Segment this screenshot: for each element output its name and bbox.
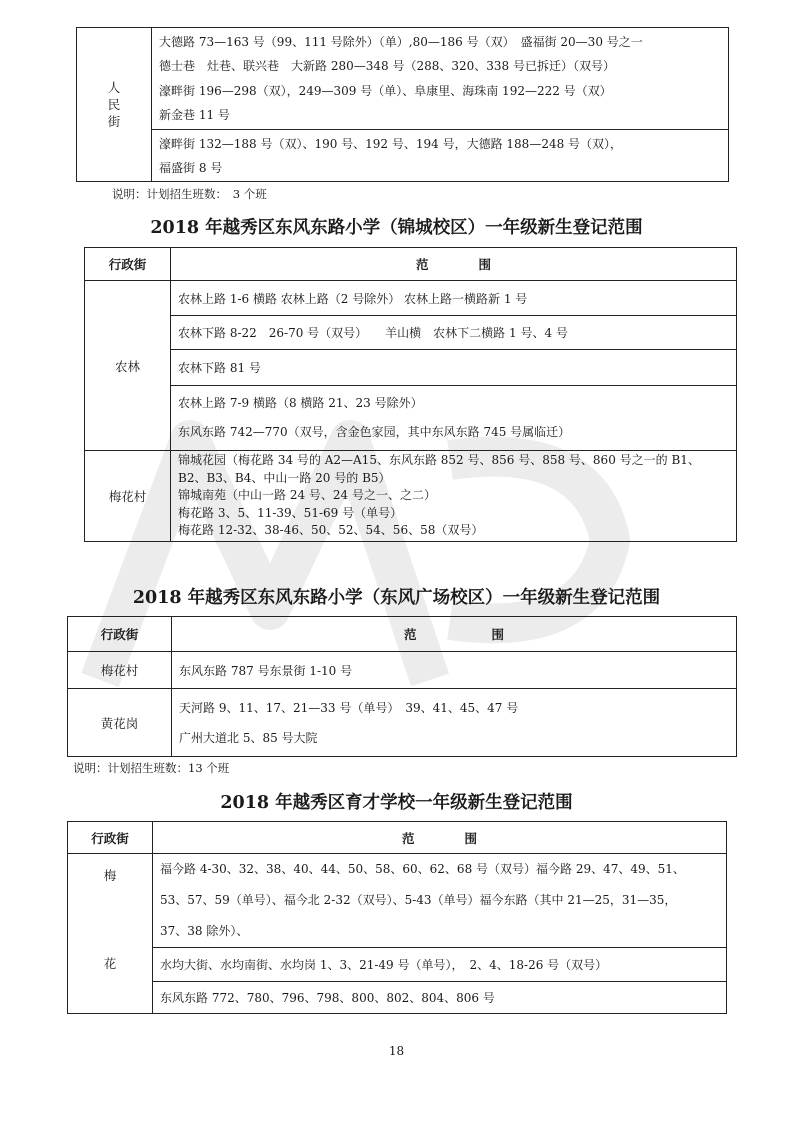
range-cell: 农林下路 81 号 xyxy=(171,350,737,386)
header-range: 范 围 xyxy=(153,822,727,854)
district-cell-huanghuagang: 黄花岗 xyxy=(68,689,172,757)
range-cell: 大德路 73—163 号（99、111 号除外）（单）,80—186 号（双） 盛福街 20—30 号之一 德士巷 灶巷、联兴巷 大新路 280—348 号（288、320、338 号已拆迁）（双号） 濠畔街 196—298（双），249—309 号（单）、阜康里、海珠南 192—222 号（双） 新金巷 11 号 xyxy=(152,28,729,130)
note-class-count: 说明：计划招生班数： 3 个班 xyxy=(112,187,267,201)
section-title-yucai: 2018 年越秀区育才学校一年级新生登记范围 xyxy=(220,793,573,813)
district-cell-nonglin: 农林 xyxy=(85,281,171,451)
range-cell: 农林上路 1-6 横路 农林上路（2 号除外） 农林上路一横路新 1 号 xyxy=(171,281,737,316)
header-range: 范 围 xyxy=(171,248,737,281)
page-number: 18 xyxy=(388,1044,405,1058)
range-cell: 濠畔街 132—188 号（双）、190 号、192 号、194 号，大德路 188—248 号（双）， 福盛街 8 号 xyxy=(152,130,729,182)
range-cell: 东风东路 787 号东景街 1-10 号 xyxy=(172,652,737,689)
header-district: 行政街 xyxy=(85,248,171,281)
dongfeng-range-table xyxy=(67,616,737,757)
section-title-dongfeng: 2018 年越秀区东风东路小学（东风广场校区）一年级新生登记范围 xyxy=(132,588,661,608)
header-range: 范 围 xyxy=(172,617,737,652)
range-cell: 锦城花园（梅花路 34 号的 A2—A15、东风东路 852 号、856 号、858 号、860 号之一的 B1、 B2、B3、B4、中山一路 20 号的 B5） 锦城南苑（中山一路 24 号、24 号之一、之二） 梅花路 3、5、11-39、51-69 号（单号） 梅花路 12-32、38-46、50、52、54、56、58（双号） xyxy=(171,451,737,542)
range-cell: 天河路 9、11、17、21—33 号（单号） 39、41、45、47 号 广州大道北 5、85 号大院 xyxy=(172,689,737,757)
range-cell: 水均大街、水均南街、水均岗 1、3、21-49 号（单号）， 2、4、18-26 号（双号） xyxy=(153,948,727,982)
top-range-table xyxy=(76,27,729,182)
district-cell-renmin: 人 民 街 xyxy=(77,28,152,182)
yucai-range-table xyxy=(67,821,727,1014)
note-class-count: 说明：计划招生班数：13 个班 xyxy=(73,761,230,775)
header-district: 行政街 xyxy=(68,822,153,854)
district-cell-meihuacun: 梅花村 xyxy=(68,652,172,689)
section-title-jincheng: 2018 年越秀区东风东路小学（锦城校区）一年级新生登记范围 xyxy=(150,218,643,238)
range-cell: 福今路 4-30、32、38、40、44、50、58、60、62、68 号（双号）福今路 29、47、49、51、 53、57、59（单号）、福今北 2-32（双号）、5-43（单号）福今东路（其中 21—25，31—35， 37、38 除外）、 xyxy=(153,854,727,948)
district-cell-meihuacun: 梅花村 xyxy=(85,451,171,542)
district-cell-meihua: 梅 花 xyxy=(68,854,153,1014)
range-cell: 农林上路 7-9 横路（8 横路 21、23 号除外） 东风东路 742—770（双号，含金色家园，其中东风东路 745 号属临迁） xyxy=(171,386,737,451)
range-cell: 农林下路 8-22 26-70 号（双号） 羊山横 农林下二横路 1 号、4 号 xyxy=(171,316,737,350)
header-district: 行政街 xyxy=(68,617,172,652)
jincheng-range-table xyxy=(84,247,737,542)
range-cell: 东风东路 772、780、796、798、800、802、804、806 号 xyxy=(153,982,727,1014)
